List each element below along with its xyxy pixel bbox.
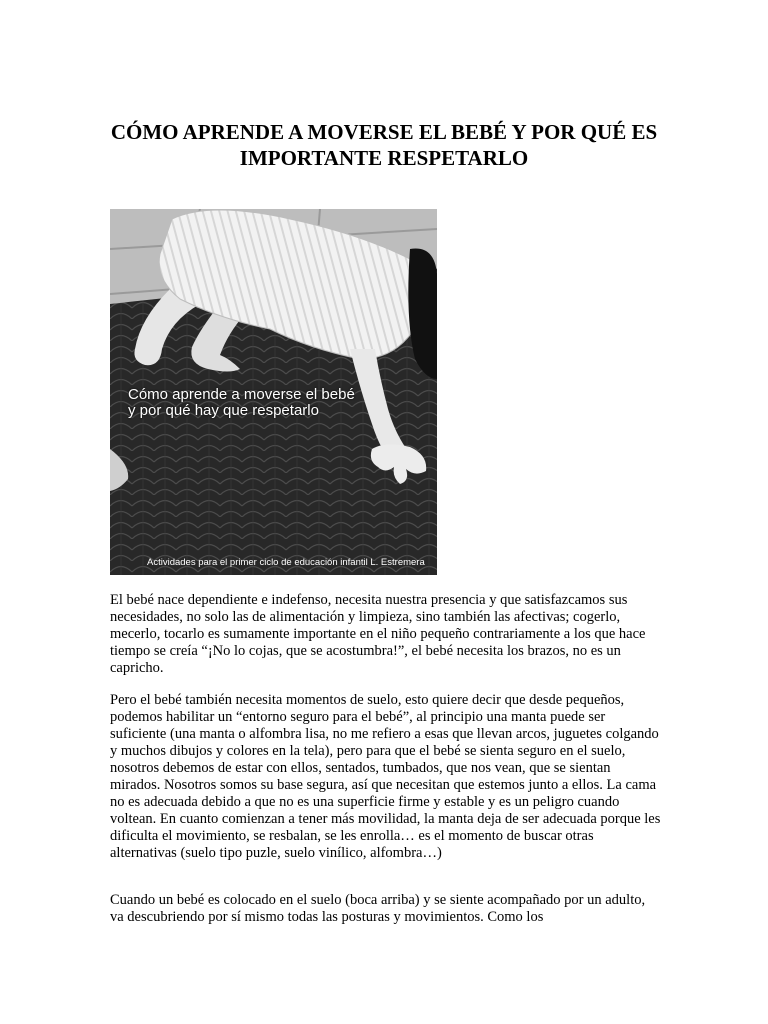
photo-caption-line-2: y por qué hay que respetarlo: [128, 402, 319, 419]
photo-caption: [128, 387, 355, 419]
document-title: CÓMO APRENDE A MOVERSE EL BEBÉ Y POR QUÉ ES IMPORTANTE RESPETARLO: [110, 120, 658, 170]
paragraph-2: Pero el bebé también necesita momentos de suelo, esto quiere decir que desde pequeños, podemos habilitar un “entorno seguro para el bebé”, al principio una manta puede ser suficiente (una manta o alfombra lisa, no me refiero a esas que llevan arcos, juguetes colgando y muchos dibujos y colores en la tela), pero para que el bebé se sienta seguro en el suelo, nosotros debemos de estar con ellos, sentados, tumbados, que nos vean, que se sientan mirados. Nosotros somos su base segura, así que necesitan que estemos junto a ellos. La cama no es adecuada debido a que no es una superficie firme y estable y es un peligro cuando voltean. En cuanto comienzan a tener más movilidad, la manta deja de ser adecuada porque les dificulta el movimiento, se resbalan, se les enrolla… es el momento de buscar otras alternativas (suelo tipo puzle, suelo vinílico, alfombra…): [110, 692, 661, 861]
paragraph-3: Cuando un bebé es colocado en el suelo (boca arriba) y se siente acompañado por un adulto, va descubriendo por sí mismo todas las posturas y movimientos. Como los: [110, 892, 646, 925]
baby-photo: [110, 209, 437, 575]
photo-caption-line-1: Cómo aprende a moverse el bebé: [128, 386, 355, 403]
photo-footer-text: Actividades para el primer ciclo de educación infantil L. Estremera: [147, 557, 425, 568]
paragraph-1: El bebé nace dependiente e indefenso, necesita nuestra presencia y que satisfazcamos sus necesidades, no solo las de alimentación y limpieza, sino también las afectivas; cogerlo, mecerlo, tocarlo es sumamente importante en el niño pequeño contrariamente a los que hace tiempo se creía “¡No lo cojas, que se acostumbra!”, el bebé necesita los brazos, no es un capricho.: [110, 592, 646, 676]
